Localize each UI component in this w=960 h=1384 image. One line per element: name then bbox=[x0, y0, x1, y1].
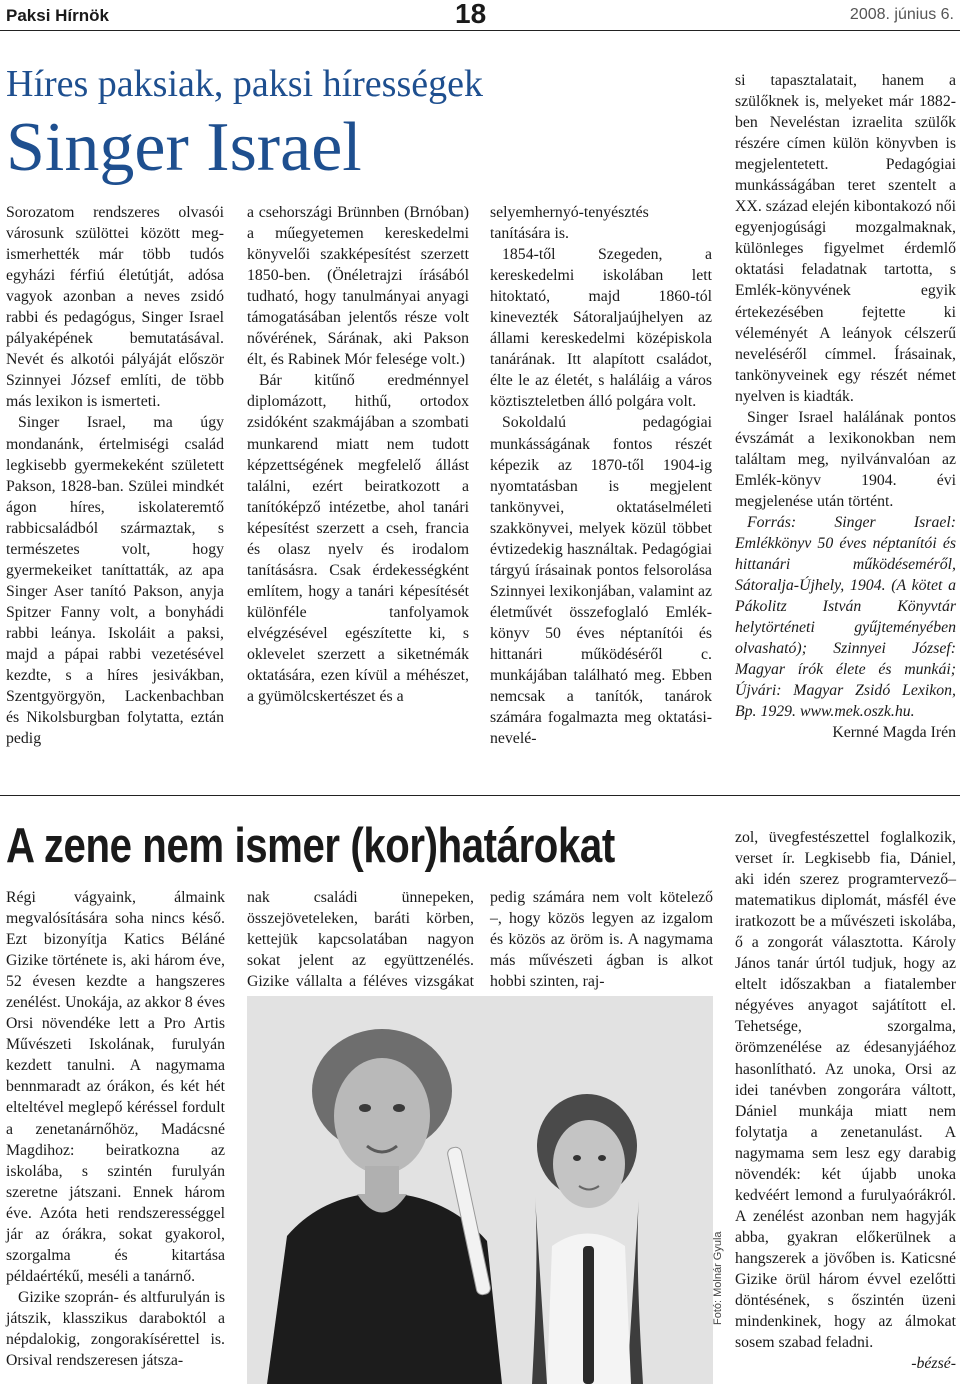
paragraph: Bár kitűnő eredménnyel diplomázott, hithű, ortodox zsidóként szakmájában a szombati munkarend miatt nem tudott képzettségének megfelelő állást találni, ezért beiratkozott a tanítóképző intézetbe, ahol tanári képesítést szerzett a cseh, francia és olasz nyelv és irodalom tanításásra. Csak érdekességként említem, hogy a tanári képesítését különféle tanfolyamok elvégzésével egészítette ki, s oklevelet szerzett a siketnémák oktatására, ezen kívül a méhészet, a gyümölcskertészet és a bbox=[247, 372, 469, 706]
paragraph: Régi vágyaink, álmaink megvalósítására soha nincs késő. Ezt bizonyítja Katics Béláné Gizike története is, aki három éve, 52 évesen kezdte a hangszeres zenélést. Unokája, az akkor 8 éves Orsi növendéke lett a Pro Artis Művészeti Iskolának, furulyán kezdett tanulni. A nagymama bennmaradt az órákon, és két hét elteltével meglepő kéréssel fordult a zenetanárnőhöz, Madácsné Magdihoz: beiratkozna az iskolába, s szintén furulyán szeretne játszani. Ennek három éve. Azóta heti rendszerességgel jár az órákra, sokat gyakorol, szorgalma és kitartása példaértékű, meséli a tanárnő. bbox=[6, 889, 225, 1285]
paragraph: pedig számára nem volt kötelező –, hogy közös legyen az izgalom és közös az öröm is. A nagymama más művészeti ágban is alkot hobbi szinten, raj- bbox=[490, 889, 713, 991]
photo-credit: Fotó: Molnár Gyula bbox=[712, 1231, 724, 1325]
paragraph: 1854-től Szegeden, a kereskedelmi iskolában lett hitoktató, majd 1860-tól kinevezték Sátoraljaújhelyen az állami kereskedelmi középiskola tanárának. Itt alapított családot, élte le az életét, s haláláig a város köztiszteletben álló polgára volt. bbox=[490, 246, 712, 411]
paragraph: Singer Israel, ma úgy mondanánk, értelmiségi család legkisebb gyermekeként született Pakson, 1828-ban. Szülei mindkét ágon híres, iskolateremtő rabbicsaládból származtak, s természetes volt, hogy gyermekeiket taníttatták, az apa Singer Aser tanító Pakson, anyja Spitzer Fanny volt, a bonyhádi rabbi leánya. Iskoláit a paksi, majd a pápai rabbi vezetésével kezdte, s a híres jesivákban, Szentgyörgyön, Lackenbachban és Nikolsburgban folytatta, eztán pedig bbox=[6, 414, 224, 748]
paragraph: Singer Israel halálának pontos évszámát a lexikonokban nem találtam meg, nyilvánvalóan az Emlék-könyv 1904. évi megjelenése után történt. bbox=[735, 408, 956, 510]
page-number: 18 bbox=[455, 0, 487, 29]
source-note: Forrás: Singer Israel: Emlékkönyv 50 éves néptanítói és hittanári működéseméről, Sátoralja-Újhely, 1904. (A kötet a Pákolitz István Könyvtár helytörténeti gyűjteményében olvasható); Szinnyei József: Magyar írók élete és munkái; Újvári: Magyar Zsidó Lexikon, Bp. 1929. www.mek.oszk.hu. bbox=[735, 513, 956, 721]
paragraph: zol, üvegfestészettel foglalkozik, verset ír. Legkisebb fia, Dániel, aki idén szerez programtervező–matematikus diplomát, másfél éve iratkozott be a művészeti iskolába, ő a zongorát választotta. Károly János tanár úrtól tudjuk, hogy az eltelt időszakban a fiatalember négyéves anyagot sajátított el. Tehetsége, szorgalma, örömzenélése az édesanyjáéhoz hasonlítható. Az unoka, Orsi az idei tanévben zongorára váltott, Dániel munkája miatt nem folytatja a zenetanulást. A nagymama sem lesz egy darabig növendék: két újabb unoka kedvéért lemond a furulyaórákról. A zenélést azonban nem hagyják abba, gyakran előkerülnek a hangszerek a jövőben is. Katicsné Gizike örül három évvel ezelőtti döntésének, s őszintén üzeni mindenkinek, hogy az álmokat sosem szabad feladni. bbox=[735, 829, 956, 1352]
photo-illustration bbox=[247, 996, 713, 1384]
article1-column-4 bbox=[735, 70, 956, 744]
newspaper-name: Paksi Hírnök bbox=[6, 6, 109, 25]
author-signature: Kernné Magda Irén bbox=[832, 724, 956, 742]
paragraph: Sorozatom rendszeres olvasói városunk szülöttei között meg-ismerhették már több tudós egyházi férfiú életútját, adósa vagyok azonban a neves zsidó rabbi és pedagógus, Singer Israel pályaképének bemutatásával. Nevét és alkotói pályáját először Szinnyei József említi, de több más lexikon is ismerteti. bbox=[6, 204, 224, 411]
article2-column-2 bbox=[247, 887, 474, 1013]
article1-column-2 bbox=[247, 202, 469, 707]
series-kicker: Híres paksiak, paksi hírességek bbox=[6, 63, 483, 105]
paragraph: selyemhernyó-tenyésztés tanítására is. bbox=[490, 204, 649, 243]
photo-grandmother-and-granddaughter bbox=[247, 996, 713, 1384]
author-signature: -bézsé- bbox=[911, 1355, 956, 1373]
article-title-music: A zene nem ismer (kor)határokat bbox=[6, 819, 615, 873]
paragraph: nak családi ünnepeken, összejöveteleken, baráti körben, kettejük kapcsolatában nagyon sokat jelent az együttzenélés. Gizike vállalta a féléves vizsgákat bbox=[247, 889, 474, 991]
article2-column-4 bbox=[735, 827, 956, 1374]
page-header bbox=[0, 0, 960, 31]
article1-column-3 bbox=[490, 202, 712, 749]
paragraph: Sokoldalú pedagógiai munkásságának fontos részét képezik az 1870-től 1904-ig nyomtatásban is megjelent tankönyvei, oktatáselméleti szakkönyvei, melyek közül többet évtizedekig használtak. Pedagógiai tárgyú írásainak pontos felsorolása Szinnyei lexikonjában, valamint az életművét összefoglaló Emlék-könyv 50 éves néptanítói és hittanári működéséről c. munkájában található meg. Ebben nemcsak a tanítók, tanárok számára fogalmazta meg oktatási-nevelé- bbox=[490, 414, 712, 748]
paragraph: si tapasztalatait, hanem a szülőknek is, melyeket már 1882-ben Neveléstan izraelita szülők részére címen külön könyvben is megjelentetett. Pedagógiai munkásságában teret szentelt a XX. század elején kibontakozó női egyenjogúsági mozgalmaknak, különleges figyelmet érdemlő oktatási feladatnak tartotta, s Emlék-könyvének egyik értekezésében fejtette ki véleményét A leányok célszerű neveléséről címmel. Írásainak, tankönyveinek egy részét német nyelven is kiadták. bbox=[735, 72, 956, 405]
article2-column-3 bbox=[490, 887, 713, 992]
article-title-singer-israel: Singer Israel bbox=[6, 109, 362, 186]
issue-date: 2008. június 6. bbox=[849, 6, 954, 23]
paragraph: a csehországi Brünnben (Brnóban) a műegyetemen kereskedelmi könyvelői szakképesítést szerzett 1850-ben. (Önéletrajzi írásából tudható, hogy tanulmányai anyagi támogatásában jelentős része volt nővérének, Sárának, aki Pakson élt, és Rabinek Mór felesége volt.) bbox=[247, 204, 469, 369]
article-divider bbox=[0, 795, 960, 796]
paragraph: Gizike szoprán- és altfurulyán is játszik, klasszikus daraboktól a népdalokig, zongorakísérettel is. Orsival rendszeresen játsza- bbox=[6, 1288, 225, 1370]
article2-column-1 bbox=[6, 887, 225, 1371]
article1-column-1 bbox=[6, 202, 224, 749]
